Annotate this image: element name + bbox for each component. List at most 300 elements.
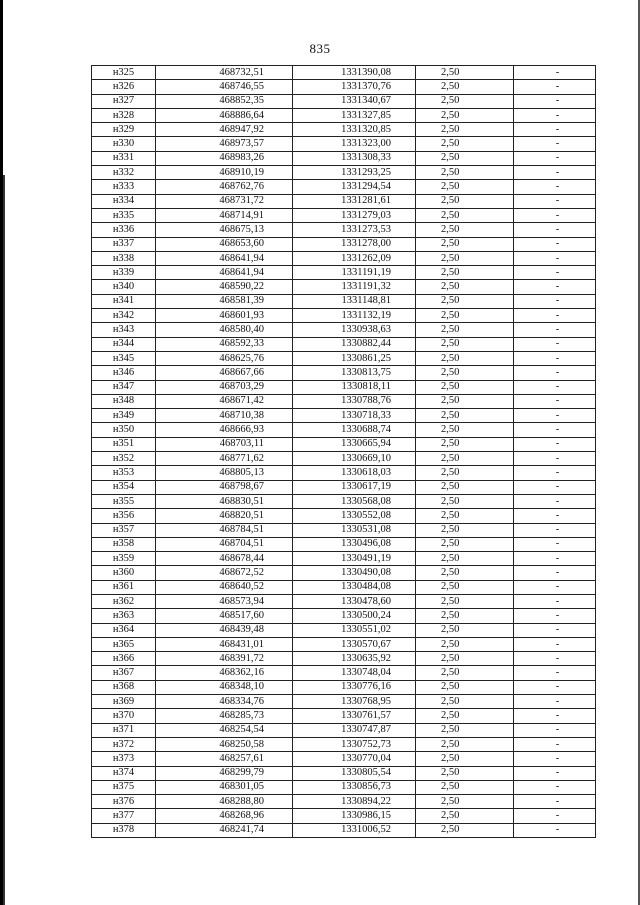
x-coordinate-cell: 468285,73 — [156, 709, 293, 723]
x-coordinate-cell: 468268,96 — [156, 809, 293, 823]
point-id-cell: н342 — [92, 309, 156, 323]
x-coordinate-cell: 468257,61 — [156, 752, 293, 766]
y-coordinate-cell: 1330770,04 — [293, 752, 416, 766]
y-coordinate-cell: 1331327,85 — [293, 108, 416, 122]
error-cell: 2,50 — [416, 66, 514, 80]
error-cell: 2,50 — [416, 266, 514, 280]
note-cell: - — [514, 480, 596, 494]
x-coordinate-cell: 468348,10 — [156, 680, 293, 694]
error-cell: 2,50 — [416, 609, 514, 623]
note-cell: - — [514, 537, 596, 551]
table-row — [92, 737, 596, 751]
note-cell: - — [514, 623, 596, 637]
note-cell: - — [514, 437, 596, 451]
y-coordinate-cell: 1330986,15 — [293, 809, 416, 823]
point-id-cell: н366 — [92, 652, 156, 666]
y-coordinate-cell: 1331191,32 — [293, 280, 416, 294]
x-coordinate-cell: 468947,92 — [156, 123, 293, 137]
table-row — [92, 795, 596, 809]
point-id-cell: н369 — [92, 695, 156, 709]
error-cell: 2,50 — [416, 94, 514, 108]
note-cell: - — [514, 566, 596, 580]
point-id-cell: н336 — [92, 223, 156, 237]
y-coordinate-cell: 1331191,19 — [293, 266, 416, 280]
y-coordinate-cell: 1330490,08 — [293, 566, 416, 580]
note-cell: - — [514, 523, 596, 537]
error-cell: 2,50 — [416, 123, 514, 137]
x-coordinate-cell: 468886,64 — [156, 108, 293, 122]
error-cell: 2,50 — [416, 523, 514, 537]
x-coordinate-cell: 468805,13 — [156, 466, 293, 480]
table-row — [92, 166, 596, 180]
error-cell: 2,50 — [416, 623, 514, 637]
error-cell: 2,50 — [416, 394, 514, 408]
x-coordinate-cell: 468573,94 — [156, 594, 293, 608]
note-cell: - — [514, 695, 596, 709]
note-cell: - — [514, 251, 596, 265]
y-coordinate-cell: 1331370,76 — [293, 80, 416, 94]
error-cell: 2,50 — [416, 494, 514, 508]
x-coordinate-cell: 468746,55 — [156, 80, 293, 94]
table-row — [92, 480, 596, 494]
error-cell: 2,50 — [416, 237, 514, 251]
error-cell: 2,50 — [416, 223, 514, 237]
table-row — [92, 537, 596, 551]
note-cell: - — [514, 594, 596, 608]
table-row — [92, 237, 596, 251]
point-id-cell: н331 — [92, 151, 156, 165]
x-coordinate-cell: 468241,74 — [156, 823, 293, 837]
error-cell: 2,50 — [416, 437, 514, 451]
x-coordinate-cell: 468592,33 — [156, 337, 293, 351]
table-row — [92, 452, 596, 466]
y-coordinate-cell: 1331006,52 — [293, 823, 416, 837]
table-row — [92, 194, 596, 208]
note-cell: - — [514, 337, 596, 351]
note-cell: - — [514, 494, 596, 508]
note-cell: - — [514, 737, 596, 751]
point-id-cell: н368 — [92, 680, 156, 694]
point-id-cell: н375 — [92, 780, 156, 794]
note-cell: - — [514, 394, 596, 408]
note-cell: - — [514, 223, 596, 237]
x-coordinate-cell: 468771,62 — [156, 452, 293, 466]
point-id-cell: н367 — [92, 666, 156, 680]
y-coordinate-cell: 1330752,73 — [293, 737, 416, 751]
point-id-cell: н356 — [92, 509, 156, 523]
y-coordinate-cell: 1330788,76 — [293, 394, 416, 408]
point-id-cell: н326 — [92, 80, 156, 94]
y-coordinate-cell: 1330861,25 — [293, 351, 416, 365]
point-id-cell: н350 — [92, 423, 156, 437]
table-row — [92, 280, 596, 294]
x-coordinate-cell: 468671,42 — [156, 394, 293, 408]
error-cell: 2,50 — [416, 309, 514, 323]
note-cell: - — [514, 780, 596, 794]
note-cell: - — [514, 323, 596, 337]
note-cell: - — [514, 366, 596, 380]
point-id-cell: н370 — [92, 709, 156, 723]
note-cell: - — [514, 266, 596, 280]
error-cell: 2,50 — [416, 423, 514, 437]
error-cell: 2,50 — [416, 180, 514, 194]
y-coordinate-cell: 1330748,04 — [293, 666, 416, 680]
error-cell: 2,50 — [416, 480, 514, 494]
table-row — [92, 552, 596, 566]
error-cell: 2,50 — [416, 780, 514, 794]
note-cell: - — [514, 108, 596, 122]
table-row — [92, 123, 596, 137]
table-row — [92, 151, 596, 165]
x-coordinate-cell: 468703,11 — [156, 437, 293, 451]
error-cell: 2,50 — [416, 380, 514, 394]
error-cell: 2,50 — [416, 752, 514, 766]
table-row — [92, 380, 596, 394]
note-cell: - — [514, 637, 596, 651]
error-cell: 2,50 — [416, 652, 514, 666]
error-cell: 2,50 — [416, 466, 514, 480]
y-coordinate-cell: 1331293,25 — [293, 166, 416, 180]
error-cell: 2,50 — [416, 337, 514, 351]
y-coordinate-cell: 1330478,60 — [293, 594, 416, 608]
point-id-cell: н376 — [92, 795, 156, 809]
error-cell: 2,50 — [416, 594, 514, 608]
y-coordinate-cell: 1330617,19 — [293, 480, 416, 494]
point-id-cell: н362 — [92, 594, 156, 608]
table-row — [92, 566, 596, 580]
table-row — [92, 208, 596, 222]
table-row — [92, 780, 596, 794]
y-coordinate-cell: 1330894,22 — [293, 795, 416, 809]
note-cell: - — [514, 180, 596, 194]
point-id-cell: н343 — [92, 323, 156, 337]
x-coordinate-cell: 468667,66 — [156, 366, 293, 380]
y-coordinate-cell: 1330552,08 — [293, 509, 416, 523]
table-row — [92, 509, 596, 523]
point-id-cell: н377 — [92, 809, 156, 823]
point-id-cell: н332 — [92, 166, 156, 180]
table-row — [92, 494, 596, 508]
error-cell: 2,50 — [416, 194, 514, 208]
note-cell: - — [514, 194, 596, 208]
point-id-cell: н327 — [92, 94, 156, 108]
error-cell: 2,50 — [416, 795, 514, 809]
error-cell: 2,50 — [416, 251, 514, 265]
table-row — [92, 108, 596, 122]
point-id-cell: н335 — [92, 208, 156, 222]
table-row — [92, 94, 596, 108]
error-cell: 2,50 — [416, 80, 514, 94]
y-coordinate-cell: 1330747,87 — [293, 723, 416, 737]
x-coordinate-cell: 468362,16 — [156, 666, 293, 680]
point-id-cell: н340 — [92, 280, 156, 294]
x-coordinate-cell: 468714,91 — [156, 208, 293, 222]
x-coordinate-cell: 468830,51 — [156, 494, 293, 508]
point-id-cell: н333 — [92, 180, 156, 194]
note-cell: - — [514, 294, 596, 308]
point-id-cell: н348 — [92, 394, 156, 408]
y-coordinate-cell: 1330776,16 — [293, 680, 416, 694]
table-row — [92, 309, 596, 323]
point-id-cell: н360 — [92, 566, 156, 580]
point-id-cell: н373 — [92, 752, 156, 766]
y-coordinate-cell: 1330665,94 — [293, 437, 416, 451]
note-cell: - — [514, 823, 596, 837]
x-coordinate-cell: 468820,51 — [156, 509, 293, 523]
point-id-cell: н378 — [92, 823, 156, 837]
point-id-cell: н339 — [92, 266, 156, 280]
error-cell: 2,50 — [416, 509, 514, 523]
y-coordinate-cell: 1330813,75 — [293, 366, 416, 380]
point-id-cell: н344 — [92, 337, 156, 351]
note-cell: - — [514, 552, 596, 566]
table-row — [92, 366, 596, 380]
note-cell: - — [514, 80, 596, 94]
point-id-cell: н364 — [92, 623, 156, 637]
x-coordinate-cell: 468732,51 — [156, 66, 293, 80]
y-coordinate-cell: 1331132,19 — [293, 309, 416, 323]
y-coordinate-cell: 1330500,24 — [293, 609, 416, 623]
error-cell: 2,50 — [416, 452, 514, 466]
y-coordinate-cell: 1330688,74 — [293, 423, 416, 437]
table-row — [92, 723, 596, 737]
error-cell: 2,50 — [416, 108, 514, 122]
note-cell: - — [514, 809, 596, 823]
error-cell: 2,50 — [416, 537, 514, 551]
y-coordinate-cell: 1330568,08 — [293, 494, 416, 508]
point-id-cell: н359 — [92, 552, 156, 566]
y-coordinate-cell: 1330805,54 — [293, 766, 416, 780]
x-coordinate-cell: 468710,38 — [156, 409, 293, 423]
note-cell: - — [514, 380, 596, 394]
table-row — [92, 337, 596, 351]
y-coordinate-cell: 1330635,92 — [293, 652, 416, 666]
point-id-cell: н353 — [92, 466, 156, 480]
x-coordinate-cell: 468731,72 — [156, 194, 293, 208]
table-row — [92, 766, 596, 780]
note-cell: - — [514, 723, 596, 737]
error-cell: 2,50 — [416, 723, 514, 737]
note-cell: - — [514, 423, 596, 437]
x-coordinate-cell: 468641,94 — [156, 251, 293, 265]
y-coordinate-cell: 1330882,44 — [293, 337, 416, 351]
x-coordinate-cell: 468250,58 — [156, 737, 293, 751]
point-id-cell: н329 — [92, 123, 156, 137]
point-id-cell: н358 — [92, 537, 156, 551]
point-id-cell: н325 — [92, 66, 156, 80]
x-coordinate-cell: 468678,44 — [156, 552, 293, 566]
x-coordinate-cell: 468641,94 — [156, 266, 293, 280]
y-coordinate-cell: 1330938,63 — [293, 323, 416, 337]
point-id-cell: н365 — [92, 637, 156, 651]
note-cell: - — [514, 409, 596, 423]
error-cell: 2,50 — [416, 323, 514, 337]
point-id-cell: н328 — [92, 108, 156, 122]
point-id-cell: н330 — [92, 137, 156, 151]
table-row — [92, 423, 596, 437]
table-row — [92, 809, 596, 823]
note-cell: - — [514, 680, 596, 694]
x-coordinate-cell: 468852,35 — [156, 94, 293, 108]
y-coordinate-cell: 1331294,54 — [293, 180, 416, 194]
x-coordinate-cell: 468666,93 — [156, 423, 293, 437]
x-coordinate-cell: 468625,76 — [156, 351, 293, 365]
table-row — [92, 752, 596, 766]
table-row — [92, 351, 596, 365]
y-coordinate-cell: 1331308,33 — [293, 151, 416, 165]
point-id-cell: н337 — [92, 237, 156, 251]
note-cell: - — [514, 94, 596, 108]
error-cell: 2,50 — [416, 766, 514, 780]
point-id-cell: н334 — [92, 194, 156, 208]
note-cell: - — [514, 609, 596, 623]
table-row — [92, 523, 596, 537]
x-coordinate-cell: 468703,29 — [156, 380, 293, 394]
y-coordinate-cell: 1330818,11 — [293, 380, 416, 394]
error-cell: 2,50 — [416, 737, 514, 751]
table-row — [92, 251, 596, 265]
x-coordinate-cell: 468288,80 — [156, 795, 293, 809]
point-id-cell: н352 — [92, 452, 156, 466]
note-cell: - — [514, 309, 596, 323]
note-cell: - — [514, 580, 596, 594]
table-row — [92, 637, 596, 651]
note-cell: - — [514, 66, 596, 80]
table-row — [92, 409, 596, 423]
y-coordinate-cell: 1330618,03 — [293, 466, 416, 480]
table-row — [92, 294, 596, 308]
x-coordinate-cell: 468640,52 — [156, 580, 293, 594]
x-coordinate-cell: 468299,79 — [156, 766, 293, 780]
table-row — [92, 695, 596, 709]
y-coordinate-cell: 1331148,81 — [293, 294, 416, 308]
error-cell: 2,50 — [416, 351, 514, 365]
y-coordinate-cell: 1331281,61 — [293, 194, 416, 208]
y-coordinate-cell: 1331390,08 — [293, 66, 416, 80]
table-row — [92, 580, 596, 594]
error-cell: 2,50 — [416, 552, 514, 566]
point-id-cell: н345 — [92, 351, 156, 365]
y-coordinate-cell: 1331262,09 — [293, 251, 416, 265]
y-coordinate-cell: 1330761,57 — [293, 709, 416, 723]
error-cell: 2,50 — [416, 409, 514, 423]
x-coordinate-cell: 468910,19 — [156, 166, 293, 180]
table-row — [92, 80, 596, 94]
x-coordinate-cell: 468973,57 — [156, 137, 293, 151]
table-row — [92, 66, 596, 80]
x-coordinate-cell: 468431,01 — [156, 637, 293, 651]
point-id-cell: н355 — [92, 494, 156, 508]
error-cell: 2,50 — [416, 823, 514, 837]
note-cell: - — [514, 151, 596, 165]
point-id-cell: н354 — [92, 480, 156, 494]
table-row — [92, 666, 596, 680]
note-cell: - — [514, 280, 596, 294]
y-coordinate-cell: 1330718,33 — [293, 409, 416, 423]
point-id-cell: н357 — [92, 523, 156, 537]
x-coordinate-cell: 468254,54 — [156, 723, 293, 737]
table-row — [92, 223, 596, 237]
x-coordinate-cell: 468581,39 — [156, 294, 293, 308]
table-row — [92, 652, 596, 666]
note-cell: - — [514, 123, 596, 137]
error-cell: 2,50 — [416, 566, 514, 580]
table-row — [92, 180, 596, 194]
error-cell: 2,50 — [416, 166, 514, 180]
point-id-cell: н349 — [92, 409, 156, 423]
x-coordinate-cell: 468601,93 — [156, 309, 293, 323]
error-cell: 2,50 — [416, 208, 514, 222]
x-coordinate-cell: 468517,60 — [156, 609, 293, 623]
point-id-cell: н341 — [92, 294, 156, 308]
y-coordinate-cell: 1330856,73 — [293, 780, 416, 794]
point-id-cell: н372 — [92, 737, 156, 751]
note-cell: - — [514, 652, 596, 666]
error-cell: 2,50 — [416, 280, 514, 294]
error-cell: 2,50 — [416, 695, 514, 709]
table-row — [92, 680, 596, 694]
x-coordinate-cell: 468675,13 — [156, 223, 293, 237]
y-coordinate-cell: 1330570,67 — [293, 637, 416, 651]
y-coordinate-cell: 1330531,08 — [293, 523, 416, 537]
y-coordinate-cell: 1331323,00 — [293, 137, 416, 151]
note-cell: - — [514, 509, 596, 523]
error-cell: 2,50 — [416, 580, 514, 594]
table-row — [92, 437, 596, 451]
error-cell: 2,50 — [416, 151, 514, 165]
x-coordinate-cell: 468784,51 — [156, 523, 293, 537]
x-coordinate-cell: 468391,72 — [156, 652, 293, 666]
coordinates-table-body — [92, 66, 596, 838]
note-cell: - — [514, 466, 596, 480]
table-row — [92, 709, 596, 723]
point-id-cell: н347 — [92, 380, 156, 394]
note-cell: - — [514, 709, 596, 723]
error-cell: 2,50 — [416, 637, 514, 651]
y-coordinate-cell: 1331273,53 — [293, 223, 416, 237]
note-cell: - — [514, 237, 596, 251]
error-cell: 2,50 — [416, 294, 514, 308]
x-coordinate-cell: 468653,60 — [156, 237, 293, 251]
error-cell: 2,50 — [416, 137, 514, 151]
note-cell: - — [514, 766, 596, 780]
point-id-cell: н361 — [92, 580, 156, 594]
y-coordinate-cell: 1330496,08 — [293, 537, 416, 551]
point-id-cell: н371 — [92, 723, 156, 737]
point-id-cell: н351 — [92, 437, 156, 451]
table-row — [92, 594, 596, 608]
note-cell: - — [514, 666, 596, 680]
y-coordinate-cell: 1331278,00 — [293, 237, 416, 251]
x-coordinate-cell: 468580,40 — [156, 323, 293, 337]
x-coordinate-cell: 468672,52 — [156, 566, 293, 580]
y-coordinate-cell: 1330484,08 — [293, 580, 416, 594]
y-coordinate-cell: 1331279,03 — [293, 208, 416, 222]
coordinates-table — [91, 65, 596, 838]
x-coordinate-cell: 468301,05 — [156, 780, 293, 794]
y-coordinate-cell: 1331340,67 — [293, 94, 416, 108]
x-coordinate-cell: 468439,48 — [156, 623, 293, 637]
table-row — [92, 466, 596, 480]
table-row — [92, 394, 596, 408]
point-id-cell: н363 — [92, 609, 156, 623]
y-coordinate-cell: 1330768,95 — [293, 695, 416, 709]
y-coordinate-cell: 1330669,10 — [293, 452, 416, 466]
x-coordinate-cell: 468762,76 — [156, 180, 293, 194]
point-id-cell: н338 — [92, 251, 156, 265]
error-cell: 2,50 — [416, 709, 514, 723]
scan-left-edge-shadow — [3, 175, 5, 905]
